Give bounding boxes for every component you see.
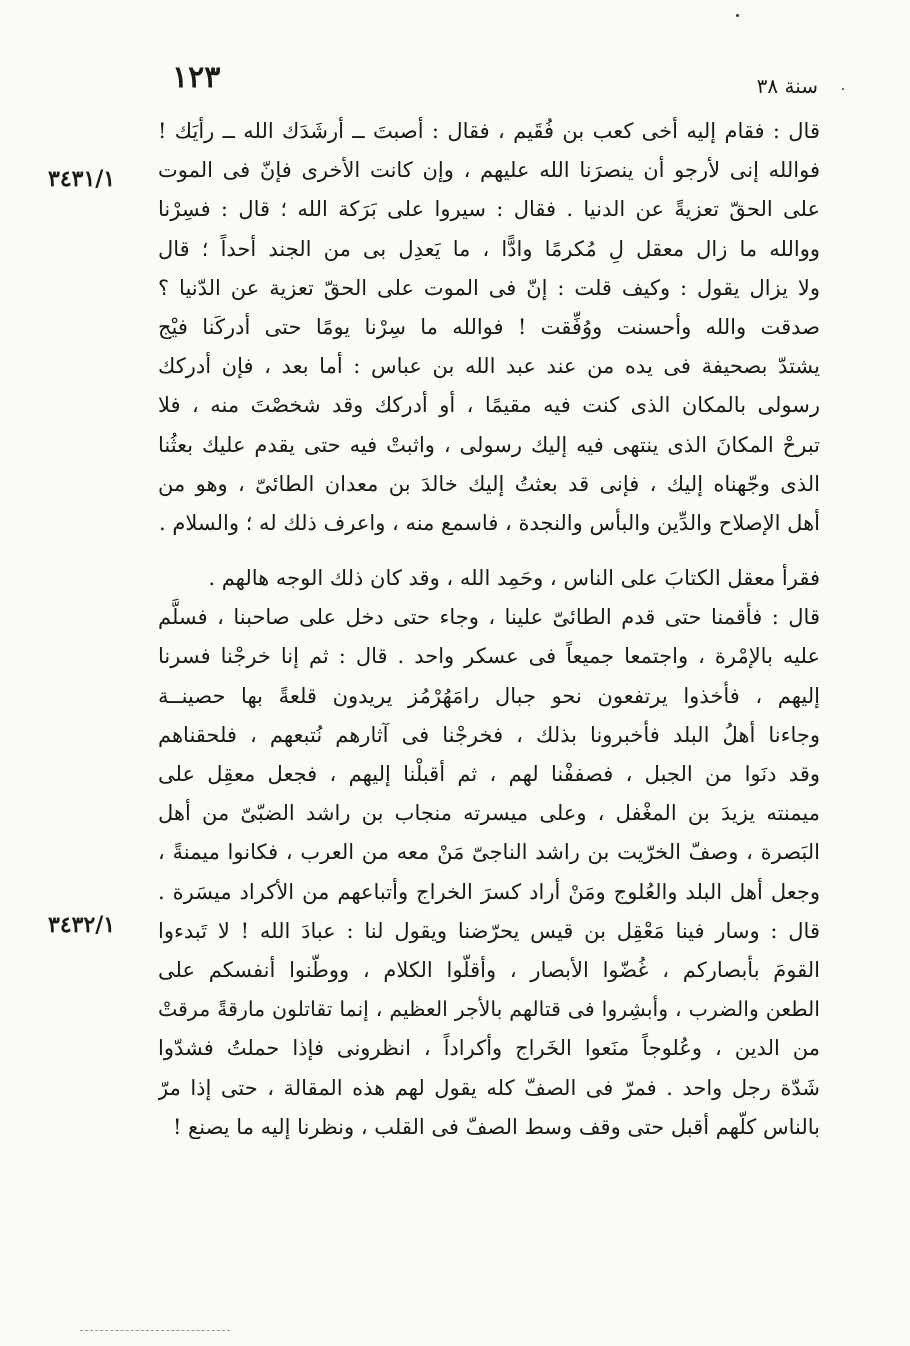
text-line: قال : فقام إليه أخى كعب بن فُقَيم ، فقال : أصبتَ ــ أرشَدَك الله ــ رأيَك ! [158,119,820,143]
text-line: القومَ بأبصاركم ، غُضّوا الأبصار ، وأقلّوا الكلام ، ووطّنوا أنفسكم على [158,957,820,982]
page-speck [736,14,739,17]
text-line: شَدّة رجل واحد . فمرّ فى الصفّ كله يقول لهم هذه المقالة ، حتى إذا مرّ [158,1075,820,1100]
text-line: من الدين ، وعُلوجاً منَعوا الخَراج وأكراداً ، انظرونى فإذا حملتُ فشدّوا [158,1036,820,1061]
text-line: صدقت والله وأحسنت ووُفِّقت ! فوالله ما سِرْنا يومًا حتى أدركَنا فيْج [158,314,820,339]
text-line: وجاءنا أهلُ البلد فأخبرونا بذلك ، فخرجْنا فى آثارهم نُتبعهم ، فلحقناهم [158,722,820,747]
text-line: قال : فأقمنا حتى قدم الطائىّ علينا ، وجاء حتى دخل على صاحبنا ، فسلَّم [158,605,820,630]
text-line: وجعل أهل البلد والعُلوج ومَنْ أراد كسرَ الخراج وأتباعهم من الأكراد ميسَرة . [158,879,820,904]
text-line: ميمنته يزيدَ بن المغْفل ، وعلى ميسرته منجاب بن راشد الضبّىّ من أهل [158,801,820,826]
text-line: البَصرة ، وصفّ الخرّيت بن راشد الناجىّ مَنْ معه من العرب ، فكانوا ميمنةً ، [158,840,820,865]
margin-reference-2: ٣٤٣٢/١ [48,912,116,938]
page-header [0,60,910,100]
text-line: الذى وجّهناه إليك ، فإنى قد بعثتُ إليك خالدَ بن معدان الطائىّ ، وهو من [158,471,820,496]
text-line: إليهم ، فأخذوا يرتفعون نحو جبال رامَهُرْمُز يريدون قلعةً بها حصينــة [158,683,820,708]
page-speck [842,88,844,90]
text-line: بالناس كلّهم أقبل حتى وقف وسط الصفّ فى القلب ، ونظرنا إليه ما يصنع ! [172,1114,820,1139]
text-line: على الحقّ تعزيةً عن الدنيا . فقال : سيروا على بَرَكة الله ؛ قال : فسِرْنا [158,197,820,222]
text-line: يشتدّ بصحيفة فى يده من عند عبد الله بن عباس : أما بعد ، فإن أدركك [158,354,820,379]
text-line: فوالله إنى لأرجو أن ينصرَنا الله عليهم ، وإن كانت الأخرى فإنّ فى الموت [158,158,820,183]
footer-rule [80,1330,230,1331]
text-line: عليه بالإمْرة ، واجتمعا جميعاً فى عسكر واحد . قال : ثم إنا خرجْنا فسرنا [158,644,820,669]
main-text [158,112,820,1147]
text-line: أهل الإصلاح والدِّين والبأس والنجدة ، فاسمع منه ، واعرف ذلك له ؛ والسلام . [159,510,820,535]
paragraph-1 [158,112,820,543]
text-line: رسولى بالمكان الذى كنت فيه مقيمًا ، أو أدركك وقد شخصْتَ منه ، فلا [158,393,820,418]
text-line: وقد دنَوا من الجبل ، فصففْنا لهم ، ثم أقبلْنا إليهم ، فجعل معقِل على [158,762,820,786]
running-head: سنة ٣٨ [756,74,818,98]
paragraph-2 [158,559,820,1147]
text-line: الطعن والضرب ، وأبشِروا فى قتالهم بالأجر العظيم ، إنما تقاتلون مارقةً مرقتْ [158,997,820,1022]
margin-reference-1: ٣٤٣١/١ [48,166,116,192]
text-line: تبرحْ المكانَ الذى ينتهى فيه إليك رسولى ، واثبتْ فيه حتى يقدم عليك بعثُنا [158,432,820,457]
page-number: ١٢٣ [172,60,221,95]
text-line: قال : وسار فينا مَعْقِل بن قيس يحرّضنا ويقول لنا : عبادَ الله ! لا تَبدءوا [158,918,820,943]
text-line: ولا يزال يقول : وكيف قلت : إنّ فى الموت على الحقّ تعزية عن الدّنيا ؟ [158,275,820,300]
text-line: ووالله ما زال معقل لِ مُكرمًا وادًّا ، ما يَعدِل بى من الجند أحداً ؛ قال [158,236,820,261]
text-line: فقرأ معقل الكتابَ على الناس ، وحَمِد الله ، وقد كان ذلك الوجه هالهم . [208,566,820,591]
paragraph-gap [158,543,820,559]
